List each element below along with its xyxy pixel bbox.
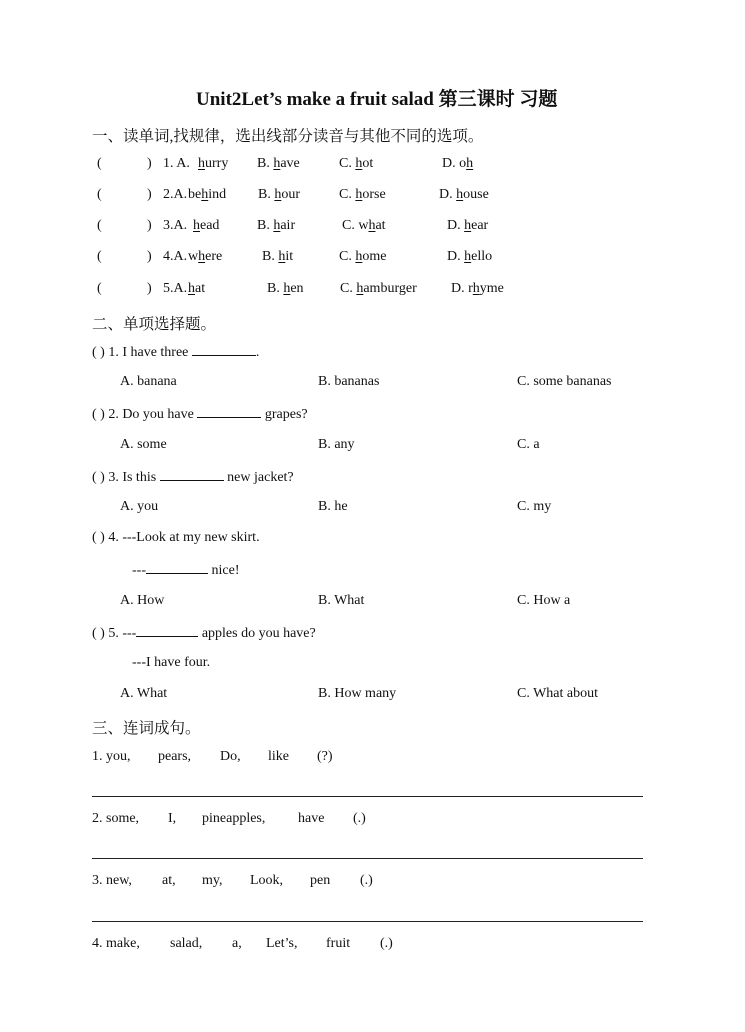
word: I, [168,811,177,826]
word: (?) [317,749,333,764]
option-text: B. hair [257,218,296,233]
choice-option[interactable]: B. What [318,593,365,608]
part1-item [97,187,657,207]
option-text: hurry [198,156,229,171]
close-paren: ) [147,249,152,264]
option-text: C. horse [339,187,386,202]
part1-item [97,156,657,176]
option-text: behind [188,187,227,202]
part1-item [97,281,657,301]
choice-option[interactable]: A. How [120,593,165,608]
word: (.) [360,873,373,888]
option-text: where [188,249,223,264]
question-text: ( ) 2. Do you have grapes? [92,407,308,422]
choice-option[interactable]: C. a [517,437,540,452]
word: pears, [158,749,192,764]
choice-option[interactable]: A. you [120,499,159,514]
open-paren: ( [97,249,102,264]
option-text: D. house [439,187,489,202]
answer-blank[interactable] [192,343,256,356]
word: 1. you, [92,749,131,764]
underlined-letter: h [278,249,286,264]
word: fruit [326,936,351,951]
answer-line[interactable] [92,921,643,922]
word: (.) [353,811,366,826]
close-paren: ) [147,156,152,171]
option-text: C. hot [339,156,374,171]
part1-item [97,249,657,269]
underlined-letter: h [201,187,209,202]
sentence-words [92,811,652,831]
word: my, [202,873,223,888]
options-row [120,499,680,519]
option-text: D. hear [447,218,489,233]
question-text: ( ) 1. I have three . [92,345,260,360]
part3-heading: 三、连词成句。 [92,720,201,737]
underlined-letter: h [273,218,281,233]
underlined-letter: h [472,281,480,296]
underlined-letter: h [273,156,281,171]
close-paren: ) [147,218,152,233]
choice-option[interactable]: B. any [318,437,355,452]
underlined-letter: h [464,249,472,264]
option-text: B. hour [258,187,301,202]
option-text: B. hen [267,281,304,296]
underlined-letter: h [355,156,363,171]
option-text: B. hit [262,249,294,264]
part2-heading: 二、单项选择题。 [92,316,217,333]
option-text: D. oh [442,156,474,171]
word: salad, [170,936,203,951]
sentence-words [92,873,652,893]
underlined-letter: h [355,249,363,264]
word: Do, [220,749,241,764]
word: have [298,811,325,826]
word: (.) [380,936,393,951]
choice-option[interactable]: C. What about [517,686,599,701]
question-text: ( ) 5. --- apples do you have? [92,626,316,641]
choice-option[interactable]: A. some [120,437,167,452]
part1-heading: 一、读单词,找规律，选出线部分读音与其他不同的选项。 [92,128,484,145]
underlined-letter: h [274,187,282,202]
option-text: C. hamburger [340,281,417,296]
underlined-letter: h [368,218,376,233]
word: pen [310,873,331,888]
word: at, [162,873,176,888]
item-number: 4.A. [163,249,188,264]
question-text: ( ) 4. ---Look at my new skirt. [92,530,260,545]
close-paren: ) [147,281,152,296]
open-paren: ( [97,187,102,202]
word: like [268,749,289,764]
options-row [120,437,680,457]
open-paren: ( [97,218,102,233]
answer-blank[interactable] [136,624,198,637]
underlined-letter: h [198,156,205,171]
page-title: Unit2Let’s make a fruit salad 第三课时 习题 [196,89,558,110]
option-text: D. rhyme [451,281,504,296]
choice-option[interactable]: C. How a [517,593,571,608]
word: a, [232,936,242,951]
word: 3. new, [92,873,132,888]
underlined-letter: h [188,281,195,296]
answer-line[interactable] [92,796,643,797]
sentence-words [92,936,652,956]
open-paren: ( [97,156,102,171]
item-number: 1. A. [163,156,190,171]
answer-blank[interactable] [160,468,224,481]
underlined-letter: h [356,281,364,296]
answer-blank[interactable] [146,561,208,574]
options-row [120,686,680,706]
choice-option[interactable]: B. he [318,499,348,514]
item-number: 5.A. [163,281,188,296]
choice-option[interactable]: C. some bananas [517,374,612,389]
options-row [120,374,680,394]
sentence-words [92,749,652,769]
option-text: C. home [339,249,387,264]
dialogue-line: --- nice! [132,563,240,578]
word: Look, [250,873,284,888]
dialogue-line: ---I have four. [132,655,211,670]
underlined-letter: h [198,249,206,264]
word: 4. make, [92,936,140,951]
choice-option[interactable]: B. bananas [318,374,380,389]
choice-option[interactable]: C. my [517,499,552,514]
answer-line[interactable] [92,858,643,859]
choice-option[interactable]: B. How many [318,686,397,701]
option-text: hat [188,281,206,296]
close-paren: ) [147,187,152,202]
choice-option[interactable]: A. banana [120,374,177,389]
word: pineapples, [202,811,266,826]
item-number: 2.A. [163,187,188,202]
underlined-letter: h [464,218,472,233]
option-text: D. hello [447,249,493,264]
part1-item [97,218,657,238]
word: 2. some, [92,811,140,826]
word: Let’s, [266,936,298,951]
options-row [120,593,680,613]
open-paren: ( [97,281,102,296]
item-number: 3.A. [163,218,188,233]
underlined-letter: h [355,187,363,202]
question-text: ( ) 3. Is this new jacket? [92,470,294,485]
underlined-letter: h [193,218,200,233]
option-text: B. have [257,156,300,171]
option-text: C. what [342,218,386,233]
underlined-letter: h [466,156,474,171]
underlined-letter: h [456,187,464,202]
option-text: head [193,218,220,233]
choice-option[interactable]: A. What [120,686,168,701]
answer-blank[interactable] [197,405,261,418]
underlined-letter: h [283,281,291,296]
